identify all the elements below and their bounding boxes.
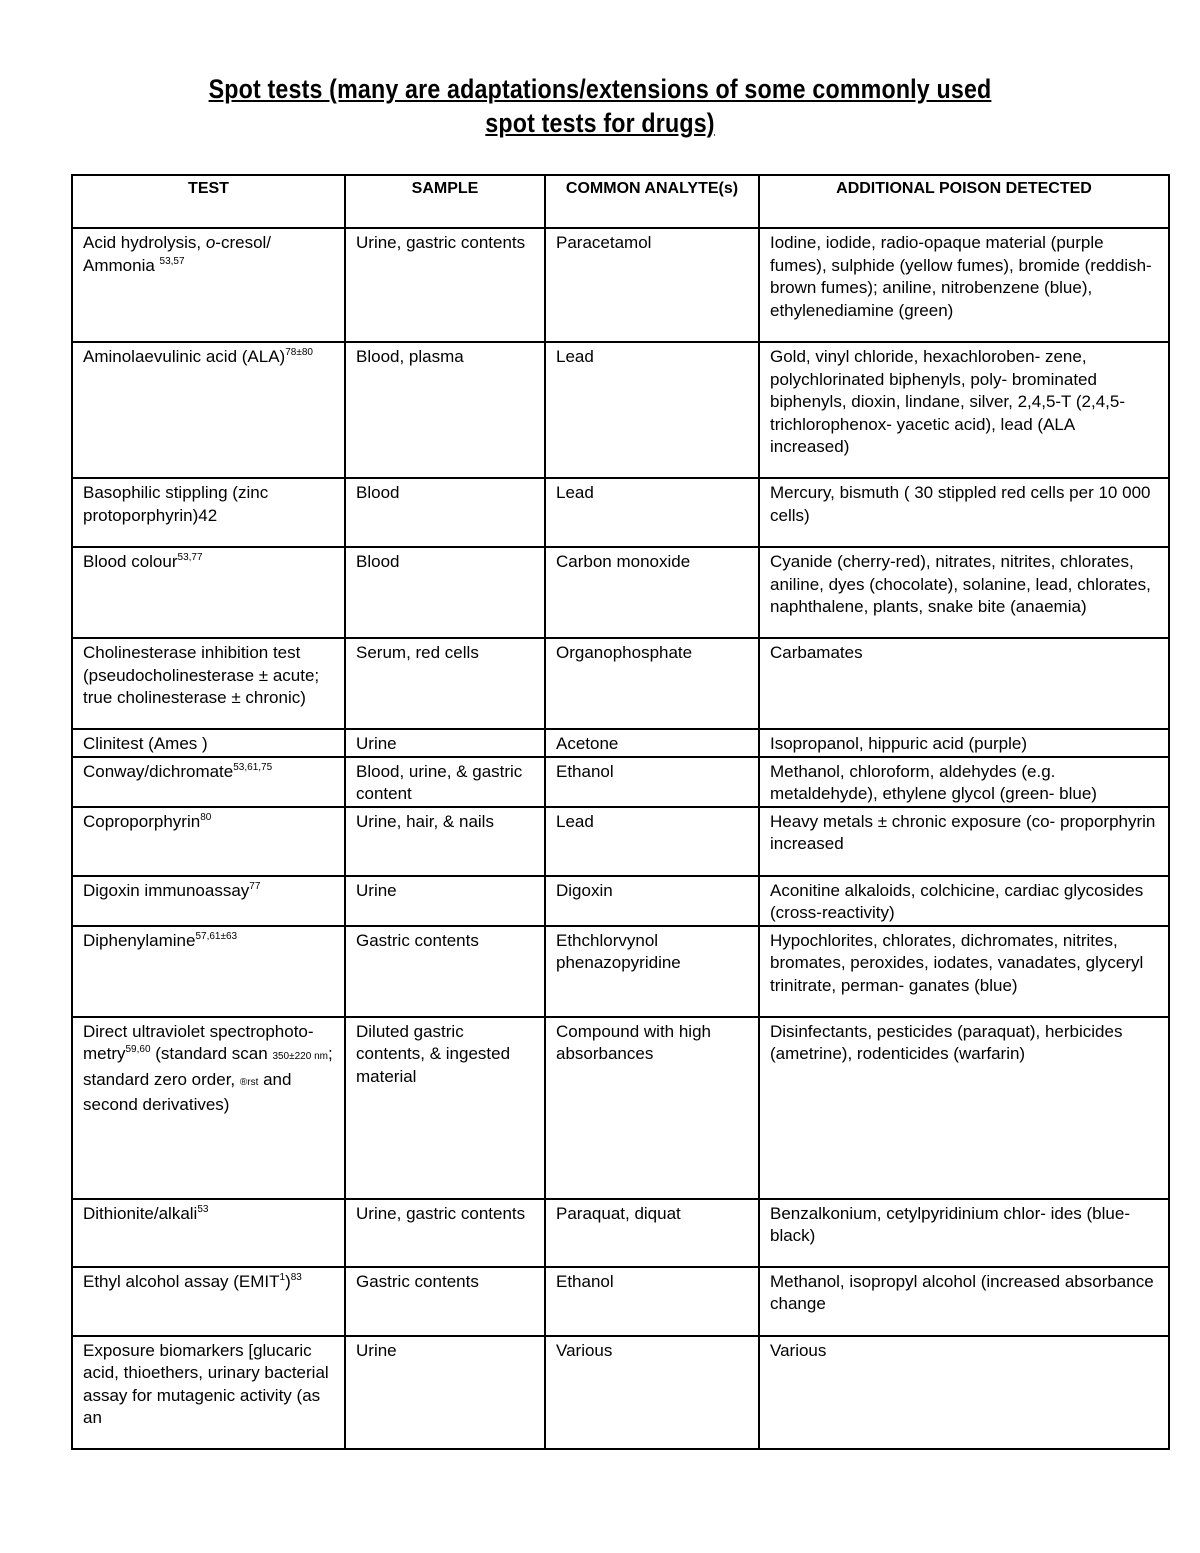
header-test: TEST [72, 175, 345, 228]
document-title [84, 72, 1116, 140]
sample-cell: Gastric contents [345, 926, 545, 1017]
test-text-rest: -cresol/ Ammonia [83, 233, 272, 275]
test-cell: Clinitest (Ames ) [72, 729, 345, 757]
title-line-1: Spot tests (many are adaptations/extensions of some commonly used [208, 74, 992, 104]
test-cell: Exposure biomarkers [glucaric acid, thioethers, urinary bacterial assay for mutagenic activity (as an [72, 1336, 345, 1449]
sample-cell: Urine, hair, & nails [345, 807, 545, 876]
analyte-cell: Lead [545, 807, 759, 876]
sample-cell: Blood [345, 547, 545, 638]
test-text: Ethyl alcohol assay (EMIT [83, 1271, 280, 1291]
header-sample: SAMPLE [345, 175, 545, 228]
analyte-cell: Lead [545, 342, 759, 478]
test-text-b: (standard scan [150, 1044, 273, 1063]
test-text: Coproporphyrin [83, 811, 201, 831]
poison-cell: Mercury, bismuth ( 30 stippled red cells per 10 000 cells) [759, 478, 1169, 547]
poison-cell: Heavy metals ± chronic exposure (co- proporphyrin increased [759, 807, 1169, 876]
sample-cell: Urine [345, 729, 545, 757]
test-text: Diphenylamine [83, 930, 196, 950]
test-cell [72, 1017, 345, 1199]
poison-cell: Hypochlorites, chlorates, dichromates, nitrites, bromates, peroxides, iodates, vanadates, glyceryl trinitrate, perman- ganates (blue) [759, 926, 1169, 1017]
sample-cell: Urine, gastric contents [345, 228, 545, 342]
reference-superscript: 77 [249, 880, 261, 892]
reference-superscript: 53,61,75 [233, 761, 273, 773]
test-text-c: ; standard zero order, [83, 1044, 333, 1089]
reference-superscript: 80 [200, 811, 212, 823]
poison-cell: Methanol, isopropyl alcohol (increased absorbance change [759, 1267, 1169, 1336]
test-text: Direct ultraviolet spectrophoto- metry [83, 1021, 314, 1063]
sample-cell: Urine [345, 876, 545, 926]
analyte-cell: Ethanol [545, 1267, 759, 1336]
poison-cell: Iodine, iodide, radio-opaque material (purple fumes), sulphide (yellow fumes), bromide (reddish-brown fumes); aniline, nitrobenzene (blue), ethylenediamine (green) [759, 228, 1169, 342]
poison-cell: Cyanide (cherry-red), nitrates, nitrites, chlorates, aniline, dyes (chocolate), solanine, lead, chlorates, naphthalene, plants, snake bite (anaemia) [759, 547, 1169, 638]
analyte-cell: Acetone [545, 729, 759, 757]
table-row [72, 807, 1169, 876]
analyte-cell: Ethanol [545, 757, 759, 807]
test-text: Dithionite/alkali [83, 1203, 198, 1223]
sample-cell: Blood, plasma [345, 342, 545, 478]
table-row [72, 478, 1169, 547]
reference-superscript: 83 [290, 1271, 302, 1283]
table-row [72, 1017, 1169, 1199]
table-row [72, 729, 1169, 757]
test-text-rest: ) [285, 1271, 291, 1291]
sample-cell: Gastric contents [345, 1267, 545, 1336]
analyte-cell: Lead [545, 478, 759, 547]
analyte-cell: Digoxin [545, 876, 759, 926]
test-cell [72, 926, 345, 1017]
poison-cell: Carbamates [759, 638, 1169, 729]
table-row [72, 1267, 1169, 1336]
first-small-text: ®rst [239, 1076, 259, 1088]
analyte-cell: Compound with high absorbances [545, 1017, 759, 1199]
analyte-cell: Organophosphate [545, 638, 759, 729]
analyte-cell: Various [545, 1336, 759, 1449]
test-cell [72, 547, 345, 638]
poison-cell: Benzalkonium, cetylpyridinium chlor- ides (blue-black) [759, 1199, 1169, 1267]
analyte-cell: Carbon monoxide [545, 547, 759, 638]
test-cell [72, 757, 345, 807]
sample-cell: Urine [345, 1336, 545, 1449]
table-header-row [72, 175, 1169, 228]
poison-cell: Gold, vinyl chloride, hexachloroben- zene, polychlorinated biphenyls, poly- brominated biphenyls, dioxin, lindane, silver, 2,4,5-T (2,4,5-trichlorophenox- yacetic acid), lead (ALA increased) [759, 342, 1169, 478]
header-additional-poison: ADDITIONAL POISON DETECTED [759, 175, 1169, 228]
analyte-cell: Ethchlorvynol phenazopyridine [545, 926, 759, 1017]
test-cell [72, 342, 345, 478]
table-row [72, 547, 1169, 638]
test-text: Conway/dichromate [83, 761, 234, 781]
poison-cell: Aconitine alkaloids, colchicine, cardiac glycosides (cross-reactivity) [759, 876, 1169, 926]
table-row [72, 926, 1169, 1017]
table-row [72, 638, 1169, 729]
spot-tests-table [71, 174, 1170, 1450]
header-common-analyte: COMMON ANALYTE(s) [545, 175, 759, 228]
test-text: Digoxin immunoassay [83, 880, 250, 900]
sample-cell: Diluted gastric contents, & ingested material [345, 1017, 545, 1199]
title-line-2: spot tests for drugs) [485, 108, 715, 138]
table-row [72, 757, 1169, 807]
poison-cell: Isopropanol, hippuric acid (purple) [759, 729, 1169, 757]
reference-superscript: 57,61±63 [195, 930, 238, 942]
test-cell: Basophilic stippling (zinc protoporphyrin)42 [72, 478, 345, 547]
table-row [72, 228, 1169, 342]
reference-superscript: 53 [197, 1203, 209, 1215]
test-cell [72, 1267, 345, 1336]
test-text: Aminolaevulinic acid (ALA) [83, 347, 286, 366]
table-row [72, 876, 1169, 926]
poison-cell: Various [759, 1336, 1169, 1449]
table-row [72, 1199, 1169, 1267]
reference-superscript: 53,57 [159, 255, 185, 267]
test-cell [72, 876, 345, 926]
sample-cell: Blood, urine, & gastric content [345, 757, 545, 807]
reference-superscript: 78±80 [285, 347, 313, 358]
test-text: Acid hydrolysis, [83, 233, 206, 252]
table-row [72, 1336, 1169, 1449]
analyte-cell: Paraquat, diquat [545, 1199, 759, 1267]
poison-cell: Methanol, chloroform, aldehydes (e.g. metaldehyde), ethylene glycol (green- blue) [759, 757, 1169, 807]
sample-cell: Serum, red cells [345, 638, 545, 729]
sample-cell: Urine, gastric contents [345, 1199, 545, 1267]
trademark-superscript: 1 [279, 1271, 286, 1283]
test-cell [72, 228, 345, 342]
analyte-cell: Paracetamol [545, 228, 759, 342]
reference-superscript: 53,77 [177, 552, 203, 563]
sample-cell: Blood [345, 478, 545, 547]
scan-range-small-text: 350±220 nm [272, 1051, 328, 1062]
test-text-d: and second derivatives) [83, 1069, 292, 1114]
test-cell [72, 1199, 345, 1267]
test-text: Blood colour [83, 552, 178, 571]
test-italic: o [205, 233, 216, 252]
table-row [72, 342, 1169, 478]
poison-cell: Disinfectants, pesticides (paraquat), herbicides (ametrine), rodenticides (warfarin) [759, 1017, 1169, 1199]
reference-superscript: 59,60 [125, 1044, 151, 1055]
test-cell: Cholinesterase inhibition test (pseudocholinesterase ± acute; true cholinesterase ± chronic) [72, 638, 345, 729]
test-cell [72, 807, 345, 876]
